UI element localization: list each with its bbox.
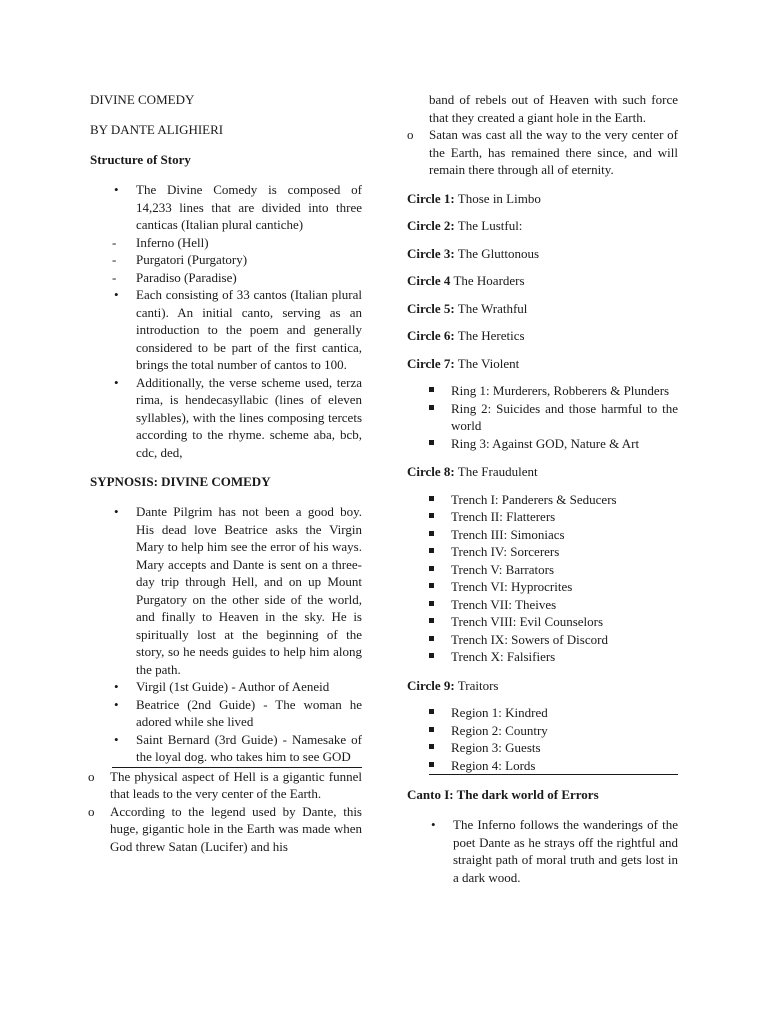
list-item-text: Ring 1: Murderers, Robberers & Plunders bbox=[451, 383, 670, 398]
list-item-text: Trench IX: Sowers of Discord bbox=[451, 631, 608, 647]
list-item-text: Paradiso (Paradise) bbox=[136, 269, 237, 285]
list-item bbox=[90, 731, 362, 766]
bullet-icon: • bbox=[114, 182, 119, 197]
list-item-text: Ring 3: Against GOD, Nature & Art bbox=[451, 435, 640, 451]
list-item bbox=[407, 757, 678, 775]
circle-text: The Hoarders bbox=[450, 273, 525, 288]
list-item-text: Trench IV: Sorcerers bbox=[451, 544, 560, 559]
left-column bbox=[90, 91, 362, 855]
list-item bbox=[407, 491, 678, 509]
satan-list bbox=[407, 126, 678, 179]
list-item bbox=[407, 400, 678, 435]
square-bullet-icon bbox=[429, 548, 434, 553]
list-item-text: Beatrice (2nd Guide) - The woman he adored while she lived bbox=[136, 696, 362, 729]
circle-heading bbox=[407, 190, 678, 208]
square-bullet-icon bbox=[429, 709, 434, 714]
list-item bbox=[90, 286, 362, 374]
list-item-text: Additionally, the verse scheme used, terza rima, is hendecasyllabic (lines of eleven syllables), with the lines composing tercets according to the rhyme. scheme aba, bcb, cdc, ded, bbox=[136, 374, 362, 460]
list-item bbox=[90, 696, 362, 731]
circle-text: The Violent bbox=[454, 355, 520, 371]
list-item bbox=[90, 181, 362, 234]
square-bullet-icon bbox=[429, 583, 434, 588]
circle-label: Circle 1: bbox=[407, 190, 455, 206]
list-item-text: Region 4: Lords bbox=[451, 757, 536, 773]
square-bullet-icon bbox=[429, 744, 434, 749]
list-item bbox=[407, 648, 678, 666]
list-item bbox=[407, 704, 678, 722]
list-item bbox=[407, 578, 678, 596]
list-item bbox=[407, 508, 678, 526]
list-item bbox=[407, 561, 678, 579]
continuation-text: band of rebels out of Heaven with such force that they created a giant hole in the Earth. bbox=[429, 92, 678, 125]
bullet-icon: • bbox=[114, 679, 119, 694]
circles-list bbox=[407, 190, 678, 373]
list-item-text: Trench VII: Theives bbox=[451, 596, 557, 612]
structure-heading: Structure of Story bbox=[90, 152, 191, 167]
circle-label: Circle 6: bbox=[407, 328, 455, 343]
list-item bbox=[88, 768, 362, 803]
canto-list bbox=[407, 816, 678, 886]
region-list bbox=[407, 704, 678, 774]
list-item-text: Trench VI: Hyprocrites bbox=[451, 579, 573, 594]
structure-list bbox=[90, 181, 362, 461]
circle-heading bbox=[407, 272, 678, 290]
list-item bbox=[407, 126, 678, 179]
bullet-icon: • bbox=[114, 287, 119, 302]
list-item bbox=[90, 374, 362, 462]
rings-list bbox=[407, 382, 678, 452]
circle-8-label: Circle 8: bbox=[407, 464, 455, 479]
circle-label: Circle 2: bbox=[407, 218, 455, 233]
hell-list bbox=[88, 768, 362, 856]
list-item-text: Region 1: Kindred bbox=[451, 705, 548, 720]
list-item bbox=[407, 435, 678, 453]
list-item bbox=[407, 722, 678, 740]
synopsis-list bbox=[90, 503, 362, 766]
bullet-icon: • bbox=[114, 696, 119, 712]
square-bullet-icon bbox=[429, 601, 434, 606]
square-bullet-icon bbox=[429, 727, 434, 732]
list-item bbox=[90, 678, 362, 696]
list-item bbox=[407, 526, 678, 544]
square-bullet-icon bbox=[429, 513, 434, 518]
square-bullet-icon bbox=[429, 566, 434, 571]
circle-heading bbox=[407, 217, 678, 235]
satan-item: Satan was cast all the way to the very center of the Earth, has remained there since, and will remain there through all of eternity. bbox=[429, 127, 678, 177]
list-item bbox=[407, 382, 678, 400]
circle-heading bbox=[407, 300, 678, 318]
document-title: DIVINE COMEDY bbox=[90, 92, 195, 107]
bullet-icon: • bbox=[114, 731, 119, 747]
list-item bbox=[407, 596, 678, 614]
canto-heading: Canto I: The dark world of Errors bbox=[407, 787, 599, 802]
square-bullet-icon bbox=[429, 762, 434, 767]
circle-label: Circle 4 bbox=[407, 273, 451, 288]
list-item bbox=[90, 234, 362, 252]
circle-text: The Wrathful bbox=[454, 300, 528, 316]
square-bullet-icon bbox=[429, 531, 434, 536]
square-bullet-icon bbox=[429, 618, 434, 623]
bullet-icon: • bbox=[431, 817, 436, 832]
trench-list bbox=[407, 491, 678, 666]
dash-icon: - bbox=[112, 269, 117, 285]
circle-text: The Lustful: bbox=[454, 218, 523, 233]
list-item-text: The physical aspect of Hell is a gigantic funnel that leads to the very center of the Earth. bbox=[110, 768, 362, 801]
circle-bullet-icon: o bbox=[88, 768, 95, 784]
circle-bullet-icon: o bbox=[88, 803, 95, 819]
square-bullet-icon bbox=[429, 636, 434, 641]
list-item bbox=[90, 269, 362, 287]
right-column bbox=[407, 91, 678, 886]
circle-9-label: Circle 9: bbox=[407, 677, 455, 693]
list-item-text: Trench VIII: Evil Counselors bbox=[451, 614, 604, 629]
circle-heading bbox=[407, 245, 678, 263]
list-item bbox=[407, 613, 678, 631]
list-item-text: Trench X: Falsifiers bbox=[451, 649, 556, 664]
list-item-text: Trench III: Simoniacs bbox=[451, 526, 565, 542]
list-item-text: Region 3: Guests bbox=[451, 740, 541, 755]
list-item bbox=[88, 803, 362, 856]
circle-text: The Heretics bbox=[454, 328, 525, 343]
square-bullet-icon bbox=[429, 405, 434, 410]
square-bullet-icon bbox=[429, 653, 434, 658]
square-bullet-icon bbox=[429, 387, 434, 392]
list-item-text: Trench V: Barrators bbox=[451, 561, 555, 577]
circle-8 bbox=[407, 463, 678, 481]
list-item-text: Trench I: Panderers & Seducers bbox=[451, 491, 617, 507]
circle-label: Circle 5: bbox=[407, 300, 455, 316]
list-item-text: Each consisting of 33 cantos (Italian plural canti). An initial canto, serving as an introduction to the poem and generally considered to be part of the first cantica, brings the total number of cantos to 100. bbox=[136, 287, 362, 372]
circle-9-text: Traitors bbox=[454, 677, 499, 693]
circle-bullet-icon: o bbox=[407, 127, 414, 142]
circle-text: The Gluttonous bbox=[454, 245, 540, 261]
circle-label: Circle 7: bbox=[407, 355, 455, 371]
list-item-text: Saint Bernard (3rd Guide) - Namesake of the loyal dog. who takes him to see GOD bbox=[136, 731, 362, 764]
list-item-text: Region 2: Country bbox=[451, 722, 548, 738]
dash-icon: - bbox=[112, 234, 117, 250]
list-item bbox=[407, 543, 678, 561]
list-item bbox=[90, 503, 362, 678]
list-item-text: The Inferno follows the wanderings of the poet Dante as he strays off the rightful and straight path of moral truth and gets lost in a dark wood. bbox=[453, 817, 678, 885]
list-item-text: The Divine Comedy is composed of 14,233 lines that are divided into three canticas (Italian plural cantiche) bbox=[136, 182, 362, 232]
list-item bbox=[407, 739, 678, 757]
list-item-text: Purgatori (Purgatory) bbox=[136, 252, 248, 267]
circle-9 bbox=[407, 677, 678, 695]
square-bullet-icon bbox=[429, 440, 434, 445]
list-item bbox=[407, 816, 678, 886]
list-item bbox=[407, 631, 678, 649]
region-underline bbox=[429, 774, 678, 775]
synopsis-heading: SYPNOSIS: DIVINE COMEDY bbox=[90, 474, 271, 489]
list-item-text: Virgil (1st Guide) - Author of Aeneid bbox=[136, 679, 330, 694]
list-item-text: Dante Pilgrim has not been a good boy. His dead love Beatrice asks the Virgin Mary to help him see the error of his ways. Mary accepts and Dante is sent on a three-day trip through Hell, and on up Mount Purgatory on the other side of the world, and finally to Heaven in the sky. He is spiritually lost at the beginning of the story, so he needs guides to help him along the path. bbox=[136, 504, 362, 677]
bullet-icon: • bbox=[114, 504, 119, 519]
circle-label: Circle 3: bbox=[407, 245, 455, 261]
bullet-icon: • bbox=[114, 374, 119, 390]
circle-heading bbox=[407, 355, 678, 373]
list-item bbox=[90, 251, 362, 269]
circle-text: Those in Limbo bbox=[454, 190, 541, 206]
list-item-text: Inferno (Hell) bbox=[136, 234, 209, 250]
square-bullet-icon bbox=[429, 496, 434, 501]
list-item-text: Trench II: Flatterers bbox=[451, 509, 556, 524]
dash-icon: - bbox=[112, 252, 117, 267]
document-author: BY DANTE ALIGHIERI bbox=[90, 122, 224, 137]
circle-8-text: The Fraudulent bbox=[454, 464, 538, 479]
circle-heading bbox=[407, 327, 678, 345]
list-item-text: Ring 2: Suicides and those harmful to the world bbox=[451, 400, 678, 433]
list-item-text: According to the legend used by Dante, this huge, gigantic hole in the Earth was made when God threw Satan (Lucifer) and his bbox=[110, 803, 362, 854]
